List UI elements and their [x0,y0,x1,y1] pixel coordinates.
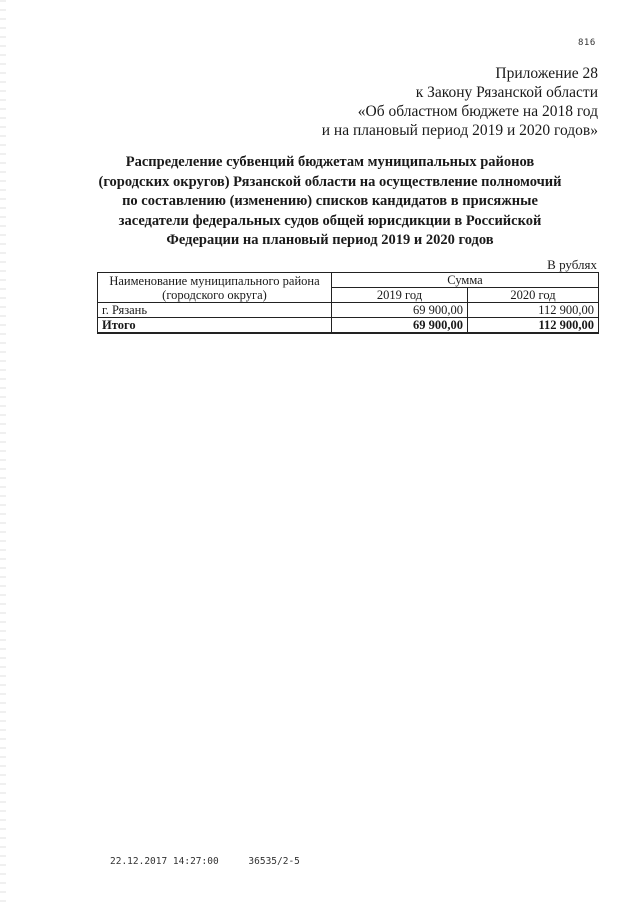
title-line: (городских округов) Рязанской области на осуществление полномочий [98,173,562,190]
footer-doc-code: 36535/2-5 [248,856,300,867]
total-2020-cell: 112 900,00 [468,318,599,334]
table-row [98,303,599,318]
appendix-line: и на плановый период 2019 и 2020 годов» [321,122,598,139]
appendix-line: к Закону Рязанской области [415,84,598,101]
table-header-row [98,273,599,288]
name-column-header [98,273,332,303]
row-2020-cell: 112 900,00 [468,303,599,318]
title-line: заседатели федеральных судов общей юрисдикции в Российской [118,212,542,229]
title-line: Федерации на плановый период 2019 и 2020 годов [166,232,494,248]
year-2019-header: 2019 год [332,288,468,303]
total-name-cell: Итого [98,318,332,334]
title-line: по составлению (изменению) списков кандидатов в присяжные [122,193,538,209]
appendix-line: Приложение 28 [495,65,598,82]
subvention-table [97,272,599,334]
sum-column-header: Сумма [332,273,599,288]
footer-datetime: 22.12.2017 14:27:00 [110,856,219,867]
appendix-header [258,64,598,140]
table-total-row [98,318,599,334]
page-number: 816 [578,38,596,48]
row-name-cell: г. Рязань [98,303,332,318]
row-2019-cell: 69 900,00 [332,303,468,318]
units-label: В рублях [547,257,597,272]
footer-stamp [110,856,324,867]
name-header-line: (городского округа) [162,287,267,302]
document-title [60,153,600,251]
appendix-line: «Об областном бюджете на 2018 год [357,103,598,120]
title-line: Распределение субвенций бюджетам муниципальных районов [125,154,535,170]
total-2019-cell: 69 900,00 [332,318,468,334]
year-2020-header: 2020 год [468,288,599,303]
name-header-line: Наименование муниципального района [109,273,320,288]
scan-edge-artifact [0,0,6,905]
